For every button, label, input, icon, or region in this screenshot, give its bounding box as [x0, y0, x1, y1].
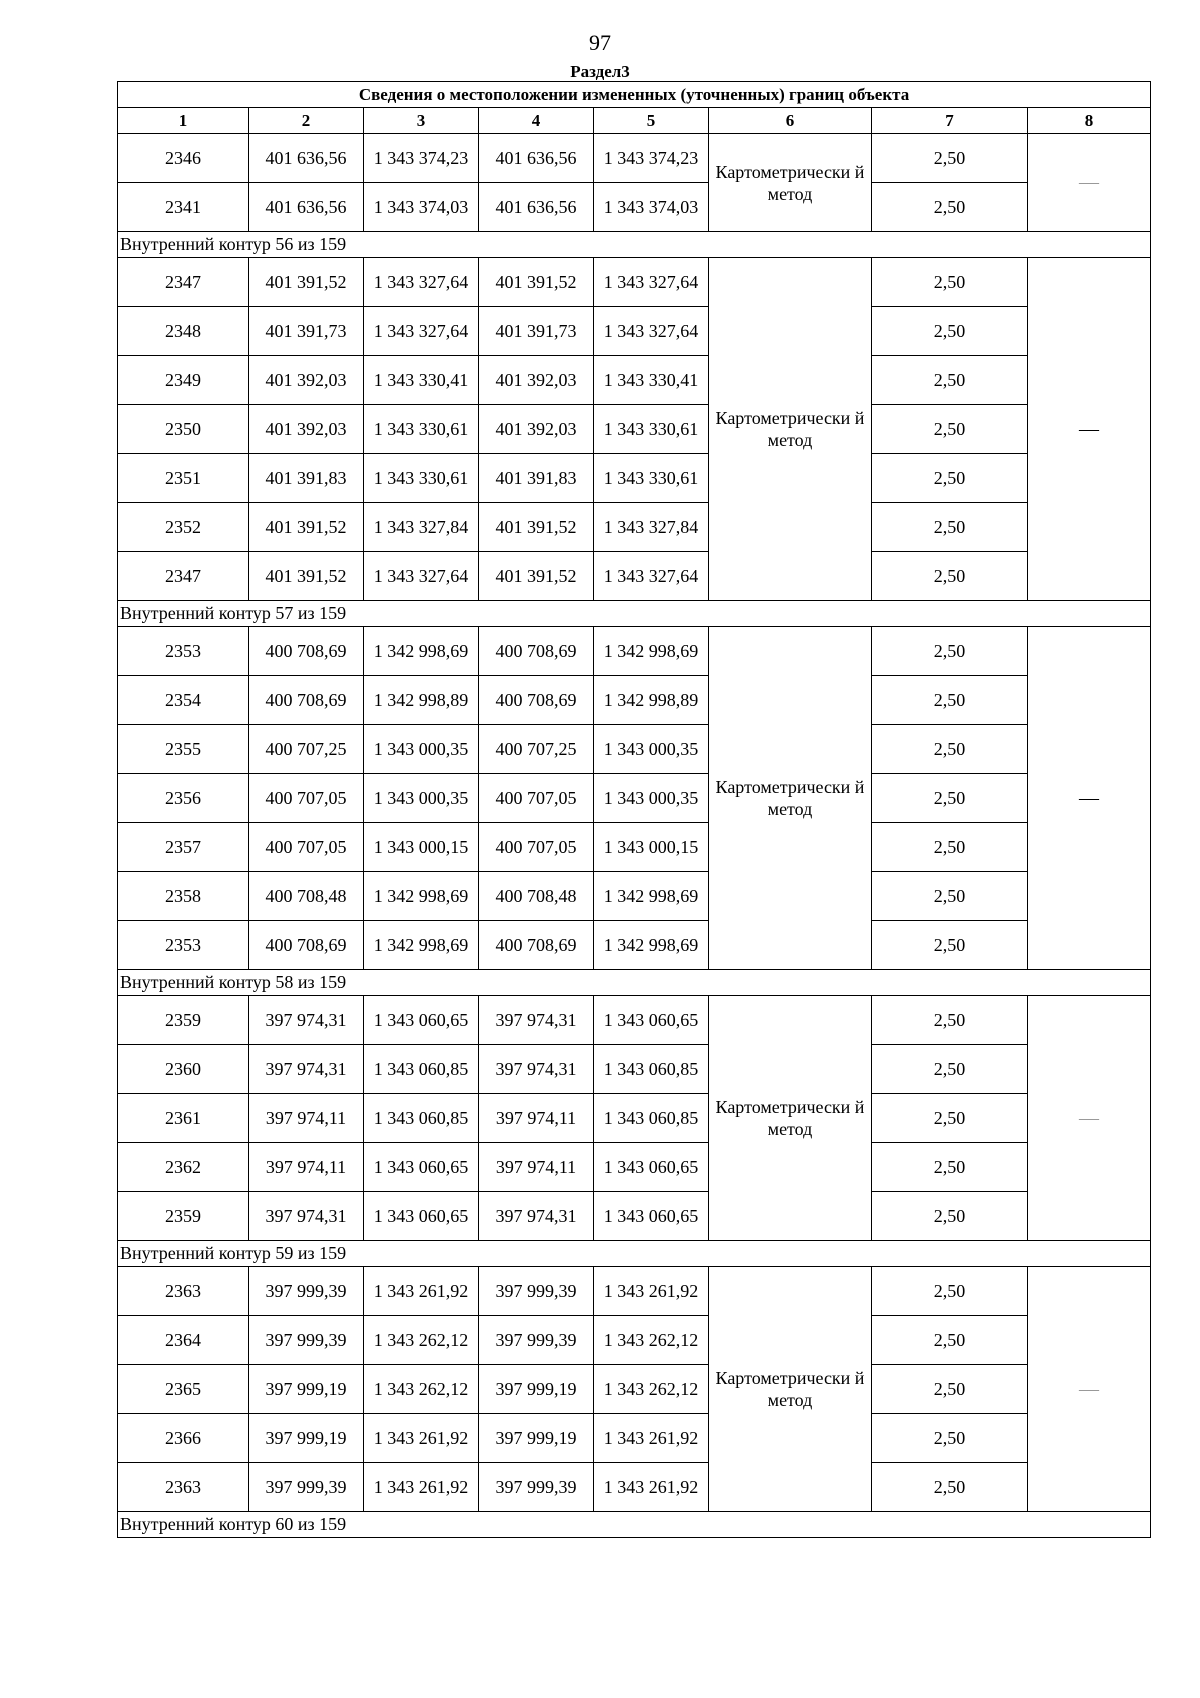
contour-row: [118, 232, 1151, 258]
coord-y-cell: 1 343 374,03: [594, 183, 709, 232]
coord-y-cell: 1 343 261,92: [594, 1463, 709, 1512]
coord-y-cell: 1 342 998,69: [364, 872, 479, 921]
accuracy-cell: 2,50: [872, 1463, 1028, 1512]
table-row: [118, 1094, 1151, 1143]
point-number-cell: 2350: [118, 405, 249, 454]
coord-x-cell: 397 999,19: [249, 1365, 364, 1414]
point-number-cell: 2355: [118, 725, 249, 774]
point-number-cell: 2363: [118, 1463, 249, 1512]
coord-x-cell: 397 974,11: [249, 1094, 364, 1143]
table-row: [118, 356, 1151, 405]
table-row: [118, 405, 1151, 454]
coord-y-cell: 1 343 060,85: [594, 1045, 709, 1094]
table-row: [118, 1267, 1151, 1316]
coord-x-cell: 400 707,05: [479, 823, 594, 872]
point-number-cell: 2361: [118, 1094, 249, 1143]
coord-x-cell: 401 636,56: [249, 183, 364, 232]
point-number-cell: 2351: [118, 454, 249, 503]
coord-y-cell: 1 342 998,89: [364, 676, 479, 725]
coord-y-cell: 1 343 000,15: [364, 823, 479, 872]
coord-y-cell: 1 343 060,65: [594, 996, 709, 1045]
coord-x-cell: 400 708,69: [479, 627, 594, 676]
method-cell: Картометрически й метод: [709, 134, 872, 232]
coord-y-cell: 1 343 060,65: [364, 1192, 479, 1241]
coord-y-cell: 1 343 060,65: [594, 1192, 709, 1241]
coord-x-cell: 397 974,11: [479, 1094, 594, 1143]
coord-x-cell: 397 974,31: [249, 1045, 364, 1094]
table-row: [118, 627, 1151, 676]
coord-x-cell: 401 391,52: [479, 552, 594, 601]
column-number-cell: 6: [709, 108, 872, 134]
coord-x-cell: 401 391,83: [479, 454, 594, 503]
method-cell: Картометрически й метод: [709, 627, 872, 970]
coord-x-cell: 400 708,48: [249, 872, 364, 921]
point-number-cell: 2365: [118, 1365, 249, 1414]
coord-x-cell: 400 708,69: [479, 921, 594, 970]
point-number-cell: 2341: [118, 183, 249, 232]
coord-y-cell: 1 343 327,64: [364, 258, 479, 307]
coord-y-cell: 1 343 262,12: [594, 1365, 709, 1414]
coord-x-cell: 400 708,69: [249, 627, 364, 676]
column-8-cell: —: [1028, 134, 1151, 232]
coord-y-cell: 1 343 262,12: [594, 1316, 709, 1365]
method-cell: Картометрически й метод: [709, 996, 872, 1241]
coord-y-cell: 1 343 261,92: [594, 1414, 709, 1463]
coord-x-cell: 400 707,25: [479, 725, 594, 774]
coord-x-cell: 401 392,03: [479, 405, 594, 454]
coord-y-cell: 1 343 374,23: [594, 134, 709, 183]
coord-y-cell: 1 343 262,12: [364, 1316, 479, 1365]
coord-y-cell: 1 342 998,69: [364, 921, 479, 970]
coord-x-cell: 400 707,05: [249, 774, 364, 823]
column-number-cell: 8: [1028, 108, 1151, 134]
accuracy-cell: 2,50: [872, 454, 1028, 503]
coord-y-cell: 1 343 330,61: [364, 454, 479, 503]
contour-row: [118, 1512, 1151, 1538]
point-number-cell: 2363: [118, 1267, 249, 1316]
point-number-cell: 2348: [118, 307, 249, 356]
point-number-cell: 2356: [118, 774, 249, 823]
coord-y-cell: 1 343 374,03: [364, 183, 479, 232]
accuracy-cell: 2,50: [872, 1365, 1028, 1414]
column-number-cell: 4: [479, 108, 594, 134]
coord-x-cell: 401 391,73: [249, 307, 364, 356]
contour-row: [118, 970, 1151, 996]
coord-x-cell: 401 636,56: [479, 183, 594, 232]
accuracy-cell: 2,50: [872, 1143, 1028, 1192]
coord-y-cell: 1 343 330,61: [594, 405, 709, 454]
coord-y-cell: 1 343 261,92: [364, 1463, 479, 1512]
coord-y-cell: 1 343 000,35: [364, 774, 479, 823]
accuracy-cell: 2,50: [872, 1414, 1028, 1463]
page-number: 97: [589, 30, 611, 55]
accuracy-cell: 2,50: [872, 1094, 1028, 1143]
point-number-cell: 2366: [118, 1414, 249, 1463]
table-row: [118, 258, 1151, 307]
column-number-cell: 3: [364, 108, 479, 134]
coord-x-cell: 397 999,39: [249, 1267, 364, 1316]
column-8-cell: —: [1028, 627, 1151, 970]
coord-y-cell: 1 343 000,15: [594, 823, 709, 872]
coord-x-cell: 400 708,69: [249, 921, 364, 970]
accuracy-cell: 2,50: [872, 725, 1028, 774]
table-row: [118, 183, 1151, 232]
table-row: [118, 1463, 1151, 1512]
point-number-cell: 2347: [118, 258, 249, 307]
point-number-cell: 2359: [118, 1192, 249, 1241]
coord-x-cell: 400 708,48: [479, 872, 594, 921]
point-number-cell: 2359: [118, 996, 249, 1045]
accuracy-cell: 2,50: [872, 1192, 1028, 1241]
column-number-row: [118, 108, 1151, 134]
accuracy-cell: 2,50: [872, 627, 1028, 676]
contour-row: [118, 601, 1151, 627]
table-row: [118, 1414, 1151, 1463]
point-number-cell: 2360: [118, 1045, 249, 1094]
coord-x-cell: 397 974,31: [479, 1045, 594, 1094]
coord-x-cell: 397 999,39: [249, 1316, 364, 1365]
contour-label: Внутренний контур 58 из 159: [118, 970, 1151, 996]
column-number-cell: 1: [118, 108, 249, 134]
coord-y-cell: 1 343 060,85: [364, 1094, 479, 1143]
table-row: [118, 1143, 1151, 1192]
point-number-cell: 2346: [118, 134, 249, 183]
table-row: [118, 1192, 1151, 1241]
method-cell: Картометрически й метод: [709, 258, 872, 601]
column-number-cell: 7: [872, 108, 1028, 134]
coord-x-cell: 397 974,31: [479, 996, 594, 1045]
column-8-cell: —: [1028, 1267, 1151, 1512]
coord-x-cell: 397 999,39: [479, 1316, 594, 1365]
coord-x-cell: 401 391,52: [479, 503, 594, 552]
coord-x-cell: 397 999,19: [479, 1365, 594, 1414]
coord-x-cell: 397 974,11: [479, 1143, 594, 1192]
coord-y-cell: 1 343 327,84: [594, 503, 709, 552]
coord-x-cell: 400 708,69: [249, 676, 364, 725]
coord-y-cell: 1 343 000,35: [364, 725, 479, 774]
coord-x-cell: 401 391,52: [479, 258, 594, 307]
coord-x-cell: 401 392,03: [479, 356, 594, 405]
coord-x-cell: 401 391,73: [479, 307, 594, 356]
coord-y-cell: 1 343 060,85: [594, 1094, 709, 1143]
table-row: [118, 872, 1151, 921]
accuracy-cell: 2,50: [872, 405, 1028, 454]
column-8-cell: —: [1028, 996, 1151, 1241]
coord-x-cell: 397 974,31: [249, 996, 364, 1045]
table-row: [118, 454, 1151, 503]
accuracy-cell: 2,50: [872, 774, 1028, 823]
accuracy-cell: 2,50: [872, 996, 1028, 1045]
coord-y-cell: 1 343 000,35: [594, 774, 709, 823]
coord-y-cell: 1 343 327,64: [594, 307, 709, 356]
coord-y-cell: 1 343 261,92: [594, 1267, 709, 1316]
coord-y-cell: 1 343 327,64: [594, 258, 709, 307]
coord-x-cell: 400 707,05: [479, 774, 594, 823]
accuracy-cell: 2,50: [872, 1316, 1028, 1365]
table-row: [118, 1365, 1151, 1414]
accuracy-cell: 2,50: [872, 503, 1028, 552]
accuracy-cell: 2,50: [872, 552, 1028, 601]
column-number-cell: 2: [249, 108, 364, 134]
coord-y-cell: 1 342 998,89: [594, 676, 709, 725]
coord-y-cell: 1 342 998,69: [364, 627, 479, 676]
contour-label: Внутренний контур 60 из 159: [118, 1512, 1151, 1538]
boundary-table: [117, 81, 1151, 1538]
coord-x-cell: 397 974,31: [249, 1192, 364, 1241]
coord-y-cell: 1 343 327,64: [364, 552, 479, 601]
coord-x-cell: 401 636,56: [479, 134, 594, 183]
coord-x-cell: 397 999,39: [479, 1463, 594, 1512]
table-row: [118, 676, 1151, 725]
table-row: [118, 774, 1151, 823]
coord-y-cell: 1 343 261,92: [364, 1414, 479, 1463]
contour-row: [118, 1241, 1151, 1267]
table-row: [118, 1316, 1151, 1365]
coord-y-cell: 1 343 060,65: [364, 996, 479, 1045]
table-row: [118, 996, 1151, 1045]
section-label: Раздел3: [570, 62, 630, 81]
coord-x-cell: 397 999,39: [479, 1267, 594, 1316]
table-row: [118, 134, 1151, 183]
method-cell: Картометрически й метод: [709, 1267, 872, 1512]
table-row: [118, 552, 1151, 601]
coord-x-cell: 401 391,52: [249, 258, 364, 307]
accuracy-cell: 2,50: [872, 823, 1028, 872]
coord-x-cell: 397 999,19: [249, 1414, 364, 1463]
coord-x-cell: 400 707,25: [249, 725, 364, 774]
point-number-cell: 2353: [118, 921, 249, 970]
table-row: [118, 503, 1151, 552]
coord-y-cell: 1 343 060,65: [594, 1143, 709, 1192]
coord-x-cell: 397 999,19: [479, 1414, 594, 1463]
accuracy-cell: 2,50: [872, 183, 1028, 232]
point-number-cell: 2352: [118, 503, 249, 552]
table-row: [118, 823, 1151, 872]
point-number-cell: 2354: [118, 676, 249, 725]
accuracy-cell: 2,50: [872, 258, 1028, 307]
coord-y-cell: 1 342 998,69: [594, 627, 709, 676]
table-title: Сведения о местоположении измененных (уточненных) границ объекта: [118, 82, 1151, 108]
accuracy-cell: 2,50: [872, 1267, 1028, 1316]
coord-y-cell: 1 343 330,61: [594, 454, 709, 503]
coord-x-cell: 401 636,56: [249, 134, 364, 183]
coord-y-cell: 1 343 000,35: [594, 725, 709, 774]
table-row: [118, 307, 1151, 356]
coord-y-cell: 1 342 998,69: [594, 921, 709, 970]
coord-x-cell: 401 391,52: [249, 503, 364, 552]
coord-x-cell: 401 392,03: [249, 356, 364, 405]
coord-y-cell: 1 343 262,12: [364, 1365, 479, 1414]
contour-label: Внутренний контур 56 из 159: [118, 232, 1151, 258]
point-number-cell: 2347: [118, 552, 249, 601]
accuracy-cell: 2,50: [872, 872, 1028, 921]
table-row: [118, 921, 1151, 970]
point-number-cell: 2362: [118, 1143, 249, 1192]
point-number-cell: 2349: [118, 356, 249, 405]
coord-y-cell: 1 343 374,23: [364, 134, 479, 183]
accuracy-cell: 2,50: [872, 921, 1028, 970]
coord-y-cell: 1 343 327,64: [364, 307, 479, 356]
point-number-cell: 2357: [118, 823, 249, 872]
coord-x-cell: 400 707,05: [249, 823, 364, 872]
coord-y-cell: 1 343 060,85: [364, 1045, 479, 1094]
accuracy-cell: 2,50: [872, 676, 1028, 725]
coord-y-cell: 1 343 261,92: [364, 1267, 479, 1316]
coord-y-cell: 1 343 330,61: [364, 405, 479, 454]
point-number-cell: 2353: [118, 627, 249, 676]
coord-x-cell: 400 708,69: [479, 676, 594, 725]
point-number-cell: 2358: [118, 872, 249, 921]
coord-x-cell: 401 391,52: [249, 552, 364, 601]
coord-x-cell: 397 974,11: [249, 1143, 364, 1192]
contour-label: Внутренний контур 57 из 159: [118, 601, 1151, 627]
coord-x-cell: 401 392,03: [249, 405, 364, 454]
coord-y-cell: 1 343 330,41: [594, 356, 709, 405]
coord-x-cell: 397 974,31: [479, 1192, 594, 1241]
coord-x-cell: 401 391,83: [249, 454, 364, 503]
accuracy-cell: 2,50: [872, 307, 1028, 356]
coord-y-cell: 1 343 327,64: [594, 552, 709, 601]
table-row: [118, 1045, 1151, 1094]
accuracy-cell: 2,50: [872, 1045, 1028, 1094]
accuracy-cell: 2,50: [872, 134, 1028, 183]
accuracy-cell: 2,50: [872, 356, 1028, 405]
table-row: [118, 725, 1151, 774]
coord-x-cell: 397 999,39: [249, 1463, 364, 1512]
column-number-cell: 5: [594, 108, 709, 134]
coord-y-cell: 1 343 327,84: [364, 503, 479, 552]
column-8-cell: —: [1028, 258, 1151, 601]
point-number-cell: 2364: [118, 1316, 249, 1365]
coord-y-cell: 1 342 998,69: [594, 872, 709, 921]
coord-y-cell: 1 343 330,41: [364, 356, 479, 405]
contour-label: Внутренний контур 59 из 159: [118, 1241, 1151, 1267]
coord-y-cell: 1 343 060,65: [364, 1143, 479, 1192]
